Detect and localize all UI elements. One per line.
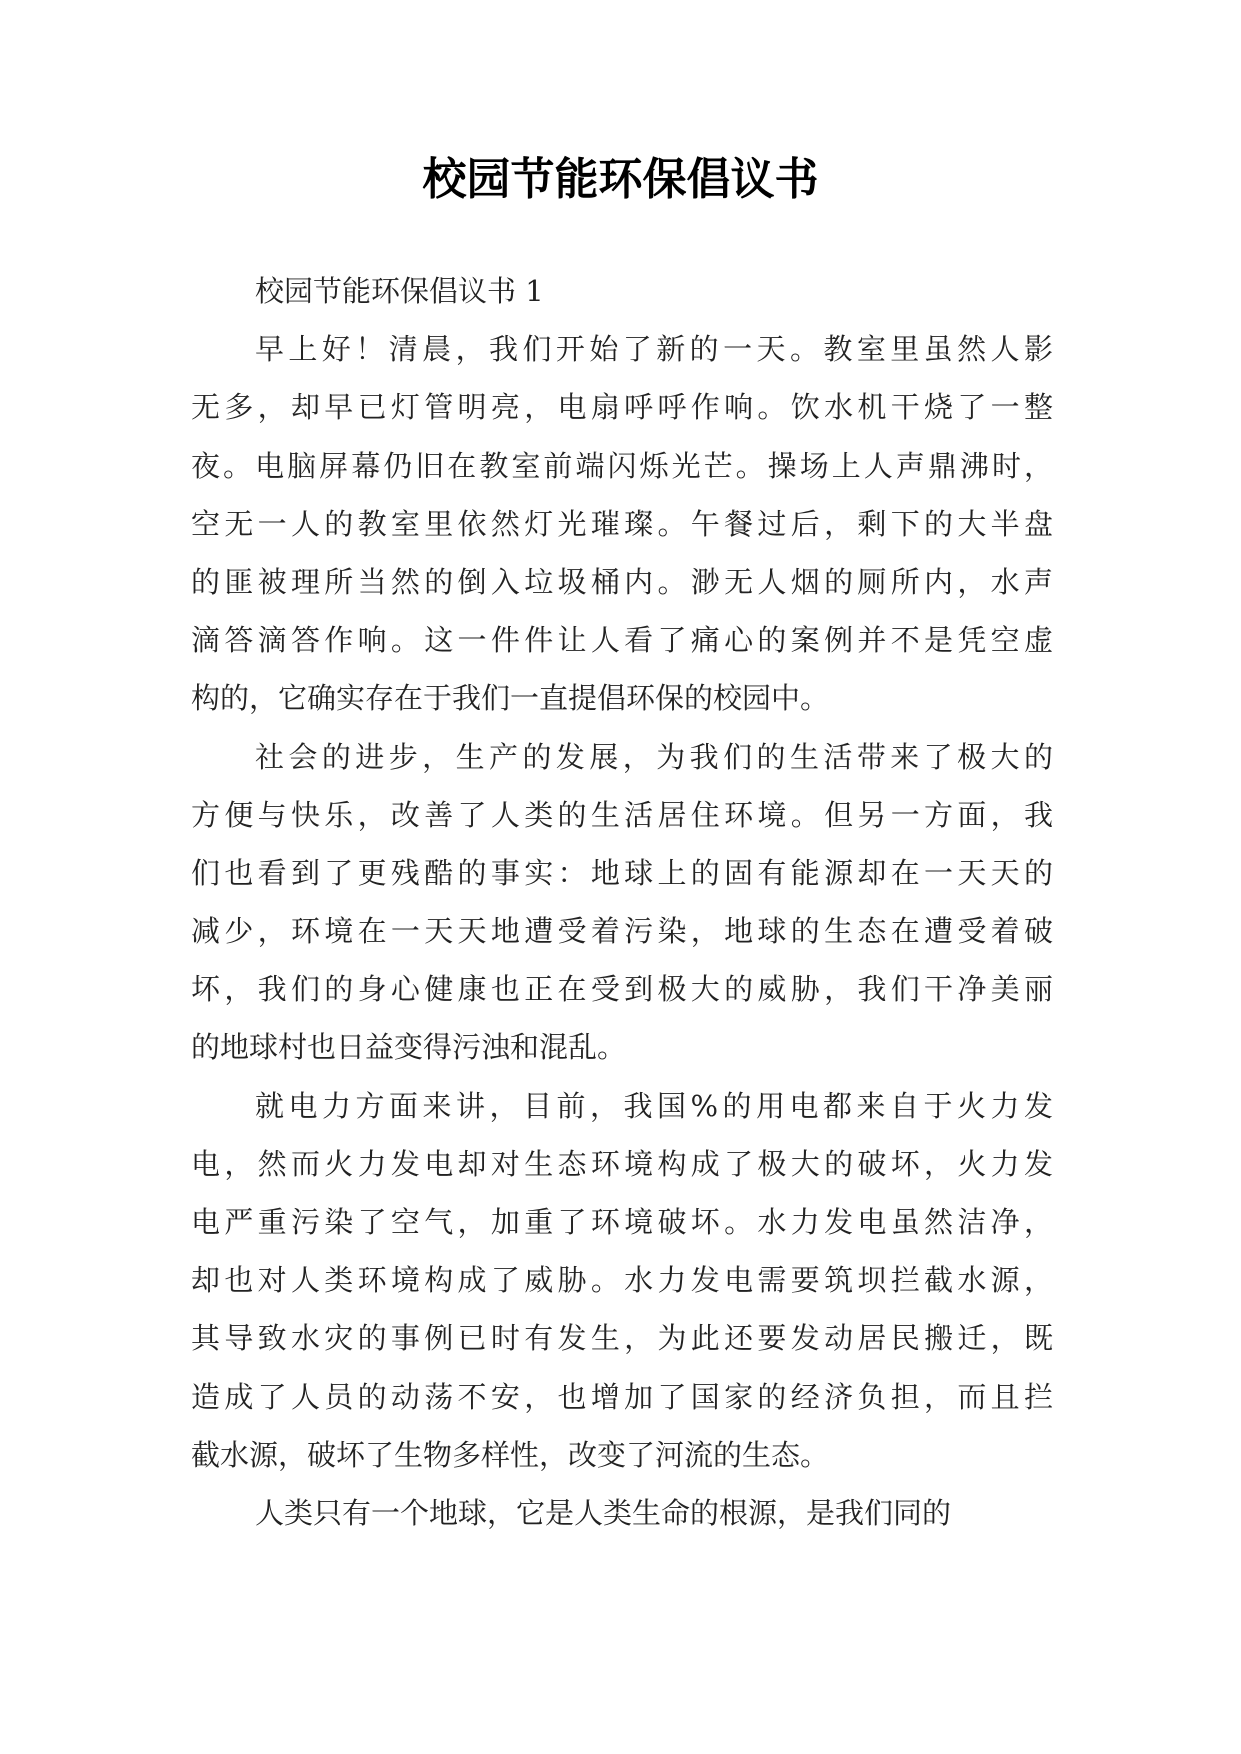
paragraph-3-line-5: 其导致水灾的事例已时有发生，为此还要发动居民搬迁，既: [191, 1321, 1053, 1356]
paragraph-2-line-4: 减少，环境在一天天地遭受着污染，地球的生态在遭受着破: [191, 914, 1053, 949]
paragraph-3-line-6: 造成了人员的动荡不安，也增加了国家的经济负担，而且拦: [191, 1379, 1053, 1414]
paragraph-3-line-4: 却也对人类环境构成了威胁。水力发电需要筑坝拦截水源，: [191, 1263, 1053, 1298]
paragraph-2-line-2: 方便与快乐，改善了人类的生活居住环境。但另一方面，我: [191, 797, 1053, 832]
paragraph-2-line-5: 坏，我们的身心健康也正在受到极大的威胁，我们干净美丽: [191, 972, 1053, 1007]
document-title: 校园节能环保倡议书: [422, 154, 819, 205]
paragraph-3-line-2: 电，然而火力发电却对生态环境构成了极大的破坏，火力发: [191, 1146, 1053, 1181]
paragraph-4-line-1: 人类只有一个地球，它是人类生命的根源，是我们同的: [255, 1495, 952, 1530]
paragraph-1-line-1: 早上好！清晨，我们开始了新的一天。教室里虽然人影: [255, 332, 1053, 367]
paragraph-3-line-3: 电严重污染了空气，加重了环境破坏。水力发电虽然洁净，: [191, 1205, 1053, 1239]
paragraph-1-line-7: 构的，它确实存在于我们一直提倡环保的校园中。: [191, 681, 830, 716]
paragraph-2-line-3: 们也看到了更残酷的事实：地球上的固有能源却在一天天的: [191, 855, 1053, 890]
paragraph-1-line-3: 夜。电脑屏幕仍旧在教室前端闪烁光芒。操场上人声鼎沸时，: [191, 448, 1053, 483]
paragraph-2-line-6: 的地球村也日益变得污浊和混乱。: [191, 1030, 627, 1065]
paragraph-3-line-7: 截水源，破坏了生物多样性，改变了河流的生态。: [191, 1437, 830, 1472]
paragraph-1-line-2: 无多，却早已灯管明亮，电扇呼呼作响。饮水机干烧了一整: [191, 390, 1053, 425]
paragraph-1-line-5: 的匪被理所当然的倒入垃圾桶内。渺无人烟的厕所内，水声: [191, 564, 1053, 599]
paragraph-1-line-4: 空无一人的教室里依然灯光璀璨。午餐过后，剩下的大半盘: [191, 506, 1053, 541]
paragraph-3-line-1: 就电力方面来讲，目前，我国%的用电都来自于火力发: [255, 1088, 1053, 1123]
section-heading: 校园节能环保倡议书 1: [255, 274, 544, 308]
document-body: [191, 262, 1053, 1542]
paragraph-2-line-1: 社会的进步，生产的发展，为我们的生活带来了极大的: [255, 739, 1053, 774]
paragraph-1-line-6: 滴答滴答作响。这一件件让人看了痛心的案例并不是凭空虚: [191, 623, 1053, 658]
